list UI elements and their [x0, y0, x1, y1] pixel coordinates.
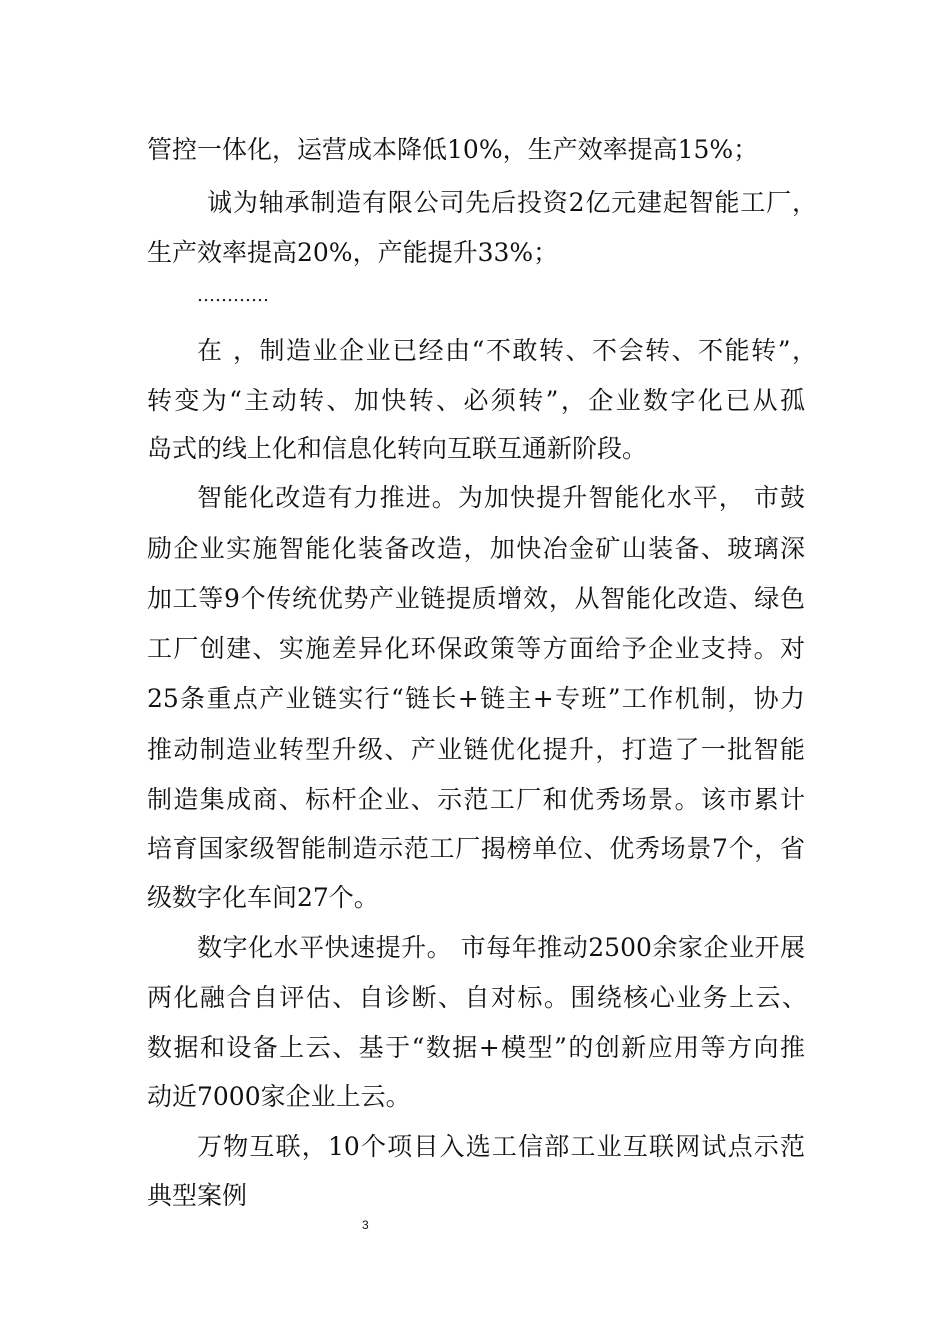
text-line: 工厂创建、实施差异化环保政策等方面给予企业支持。对 — [147, 634, 805, 663]
text-line: 数字化水平快速提升。 市每年推动2500余家企业开展 — [197, 933, 805, 962]
text-line: 万物互联，10个项目入选工信部工业互联网试点示范 — [197, 1132, 805, 1161]
text-line: 管控一体化，运营成本降低10%，生产效率提高15%； — [147, 135, 759, 164]
ellipsis-line: ………… — [197, 285, 269, 306]
text-line: 岛式的线上化和信息化转向互联互通新阶段。 — [147, 434, 648, 463]
text-line: 转变为“主动转、加快转、必须转”，企业数字化已从孤 — [147, 386, 805, 415]
text-line: 典型案例 — [147, 1181, 248, 1210]
text-line: 培育国家级智能制造示范工厂揭榜单位、优秀场景7个，省 — [147, 834, 805, 863]
text-line: 加工等9个传统优势产业链提质增效，从智能化改造、绿色 — [147, 584, 805, 613]
text-line: 诚为轴承制造有限公司先后投资2亿元建起智能工厂， — [207, 188, 817, 217]
text-line: 制造集成商、标杆企业、示范工厂和优秀场景。该市累计 — [147, 785, 805, 814]
text-line: 动近7000家企业上云。 — [147, 1082, 411, 1111]
text-line: 智能化改造有力推进。为加快提升智能化水平， 市鼓 — [197, 483, 805, 512]
text-line: 在 ，制造业企业已经由“不敢转、不会转、不能转”， — [197, 336, 817, 365]
text-line: 数据和设备上云、基于“数据+模型”的创新应用等方向推 — [147, 1033, 805, 1062]
page-number: 3 — [362, 1218, 369, 1232]
text-line: 25条重点产业链实行“链长+链主+专班”工作机制，协力 — [147, 684, 805, 713]
text-line: 两化融合自评估、自诊断、自对标。围绕核心业务上云、 — [147, 983, 807, 1012]
text-line: 级数字化车间27个。 — [147, 883, 379, 912]
text-line: 推动制造业转型升级、产业链优化提升，打造了一批智能 — [147, 735, 805, 764]
text-line: 生产效率提高20%，产能提升33%； — [147, 238, 559, 267]
text-line: 励企业实施智能化装备改造，加快冶金矿山装备、玻璃深 — [147, 534, 805, 563]
